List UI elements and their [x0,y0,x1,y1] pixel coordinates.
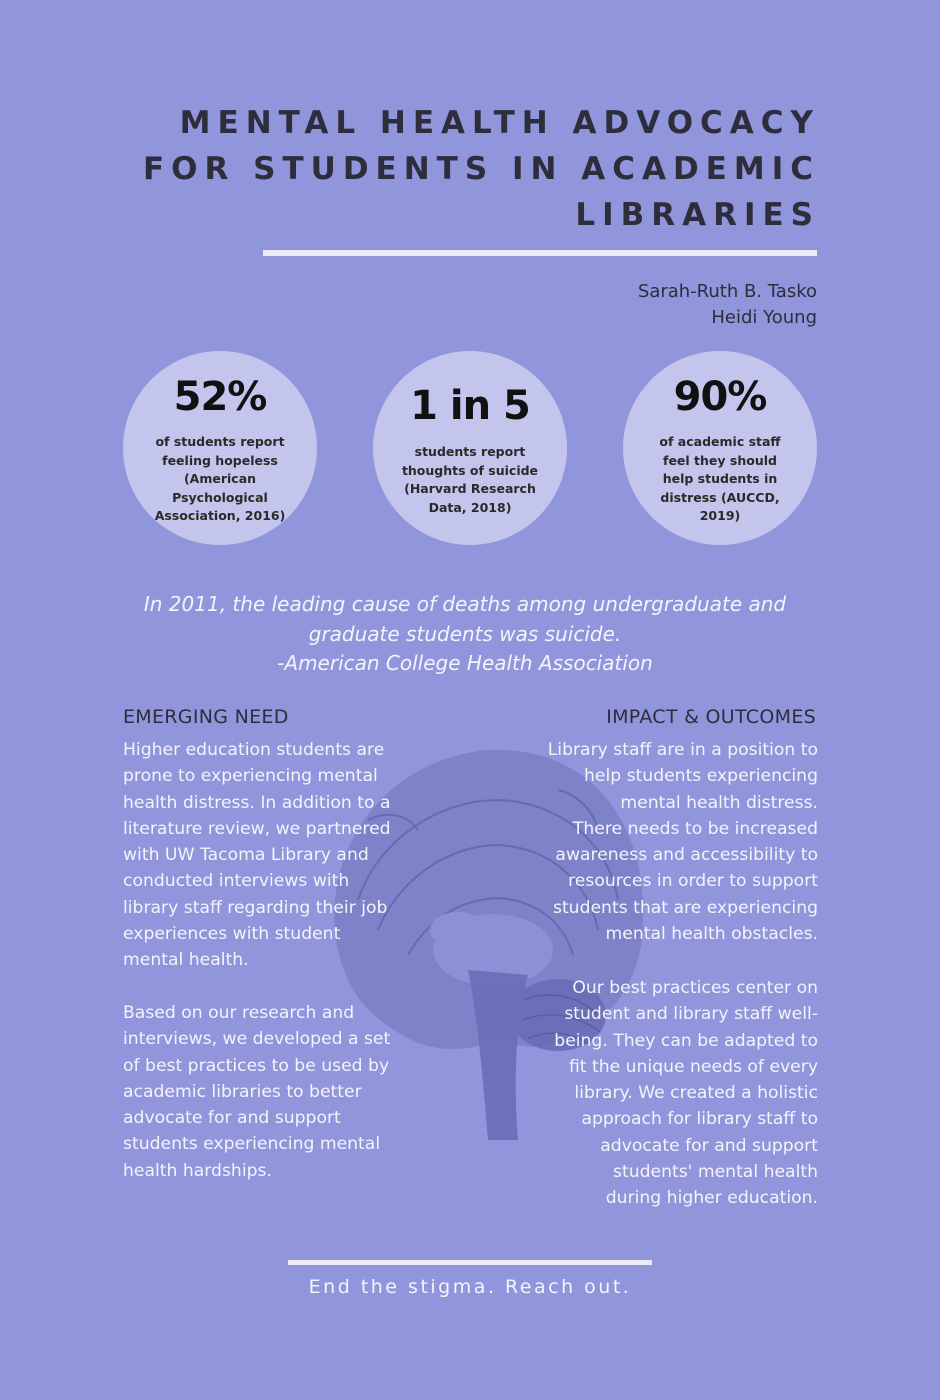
impact-outcomes-heading: IMPACT & OUTCOMES [606,706,816,728]
stat-circle-suicide-thoughts [373,351,567,545]
emerging-need-paragraph-1: Higher education students are prone to experiencing mental health distress. In addition to a literature review, we partnered with UW Tacoma Library and conducted interviews with library staff regarding their job experiences with student mental health. [123,740,391,971]
title-line: LIBRARIES [575,197,820,233]
poster-title [140,100,820,238]
stat-value: 1 in 5 [410,383,530,429]
tagline: End the stigma. Reach out. [308,1276,632,1298]
impact-paragraph-1: Library staff are in a position to help students experiencing mental health distress. There needs to be increased awareness and accessibility to resources in order to support students that are experiencing mental health obstacles. [547,740,818,945]
footer-divider [288,1260,652,1265]
stat-value: 90% [673,374,767,420]
author-name: Heidi Young [711,307,817,328]
title-line: MENTAL HEALTH ADVOCACY [179,105,820,141]
title-line: FOR STUDENTS IN ACADEMIC [142,151,820,187]
stat-circle-staff [623,351,817,545]
quote-attribution: -American College Health Association [277,651,653,675]
emerging-need-paragraph-2: Based on our research and interviews, we developed a set of best practices to be used by academic libraries to better advocate for and support students experiencing mental health hardships. [123,1003,391,1181]
stat-circle-hopeless [123,351,317,545]
authors [638,279,817,331]
stat-description: of academic staff feel they should help students in distress (AUCCD, 2019) [659,434,781,523]
stat-description: of students report feeling hopeless (American Psychological Association, 2016) [154,434,286,523]
author-name: Sarah-Ruth B. Tasko [637,281,817,302]
quote-block [100,590,830,679]
stat-description: students report thoughts of suicide (Harvard Research Data, 2018) [401,444,539,515]
emerging-need-heading: EMERGING NEED [123,706,289,728]
quote-line: graduate students was suicide. [308,621,622,646]
quote-line: In 2011, the leading cause of deaths among undergraduate and [143,592,787,616]
stat-value: 52% [173,374,267,420]
impact-paragraph-2: Our best practices center on student and library staff well- being. They can be adapted to fit the unique needs of every library. We created a holistic approach for library staff to advocate for and support students' mental health during higher education. [554,978,818,1209]
title-divider [263,250,817,256]
